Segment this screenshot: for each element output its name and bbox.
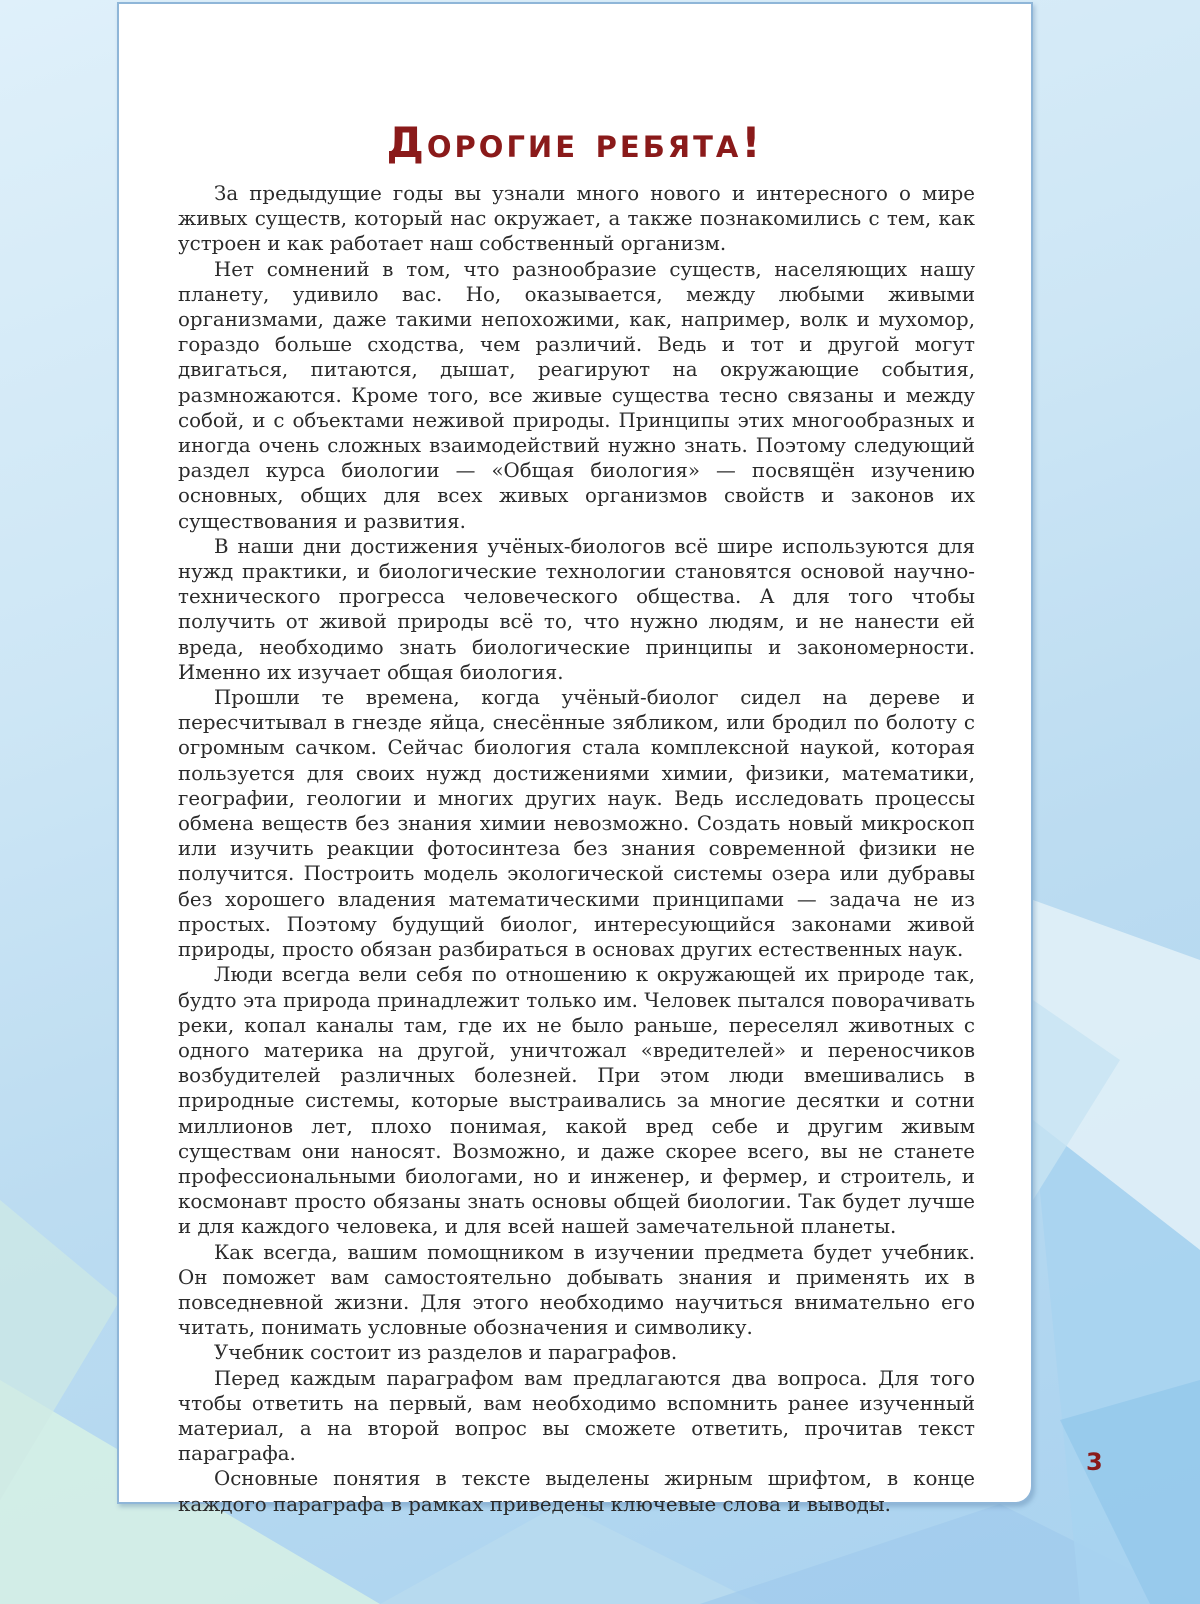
paragraph: Перед каждым параграфом вам предлагаются два вопроса. Для того чтобы ответить на первый, вам необходимо вспомнить ранее изученный материал, а на второй вопрос вы сможете ответить, прочитав текст параграфа. (178, 1366, 975, 1466)
page-number: 3 (1086, 1448, 1103, 1476)
paragraph: Учебник состоит из разделов и параграфов. (214, 1341, 678, 1365)
paragraph: В наши дни достижения учёных-биологов всё шире используются для нужд практики, и биологические технологии становятся основой научно-технического прогресса человеческого общества. А для того чтобы получить от живой природы всё то, что нужно людям, и не нанести ей вреда, необходимо знать биологические принципы и закономерности. Именно их изучает общая биология. (178, 534, 975, 684)
page-title: Дорогие ребята! (386, 118, 764, 167)
body-text (178, 181, 975, 1517)
paragraph: Прошли те времена, когда учёный-биолог сидел на дереве и пересчитывал в гнезде яйца, снесённые зябликом, или бродил по болоту с огромным сачком. Сейчас биология стала комплексной наукой, которая пользуется для своих нужд достижениями химии, физики, математики, географии, геологии и многих других наук. Ведь исследовать процессы обмена веществ без знания химии невозможно. Создать новый микроскоп или изучить реакции фотосинтеза без знания современной физики не получится. Построить модель экологической системы озера или дубравы без хорошего владения математическими принципами — задача не из простых. Поэтому будущий биолог, интересующийся законами живой природы, просто обязан разбираться в основах других естественных наук. (178, 686, 975, 962)
paragraph: Основные понятия в тексте выделены жирным шрифтом, в конце каждого параграфа в рамках приведены ключевые слова и выводы. (178, 1467, 975, 1516)
paragraph: Люди всегда вели себя по отношению к окружающей их природе так, будто эта природа принадлежит только им. Человек пытался поворачивать реки, копал каналы там, где их не было раньше, переселял животных с одного материка на другой, уничтожал «вредителей» и переносчиков возбудителей различных болезней. При этом люди вмешивались в природные системы, которые выстраивались за многие десятки и сотни миллионов лет, плохо понимая, какой вред себе и другим живым существам они наносят. Возможно, и даже скорее всего, вы не станете профессиональными биологами, но и инженер, и фермер, и строитель, и космонавт просто обязаны знать основы общей биологии. Так будет лучше и для каждого человека, и для всей нашей замечательной планеты. (178, 963, 975, 1239)
paragraph: Нет сомнений в том, что разнообразие существ, населяющих нашу планету, удивило вас. Но, оказывается, между любыми живыми организмами, даже такими непохожими, как, например, волк и мухомор, гораздо больше сходства, чем различий. Ведь и тот и другой могут двигаться, питаются, дышат, реагируют на окружающие события, размножаются. Кроме того, все живые существа тесно связаны и между собой, и с объектами неживой природы. Принципы этих многообразных и иногда очень сложных взаимодействий нужно знать. Поэтому следующий раздел курса биологии — «Общая биология» — посвящён изучению основных, общих для всех живых организмов свойств и законов их существования и развития. (178, 257, 975, 533)
paragraph: Как всегда, вашим помощником в изучении предмета будет учебник. Он поможет вам самостоятельно добывать знания и применять их в повседневной жизни. Для этого необходимо научиться внимательно его читать, понимать условные обозначения и символику. (178, 1240, 975, 1340)
paragraph: За предыдущие годы вы узнали много нового и интересного о мире живых существ, который нас окружает, а также познакомились с тем, как устроен и как работает наш собственный организм. (178, 182, 975, 256)
